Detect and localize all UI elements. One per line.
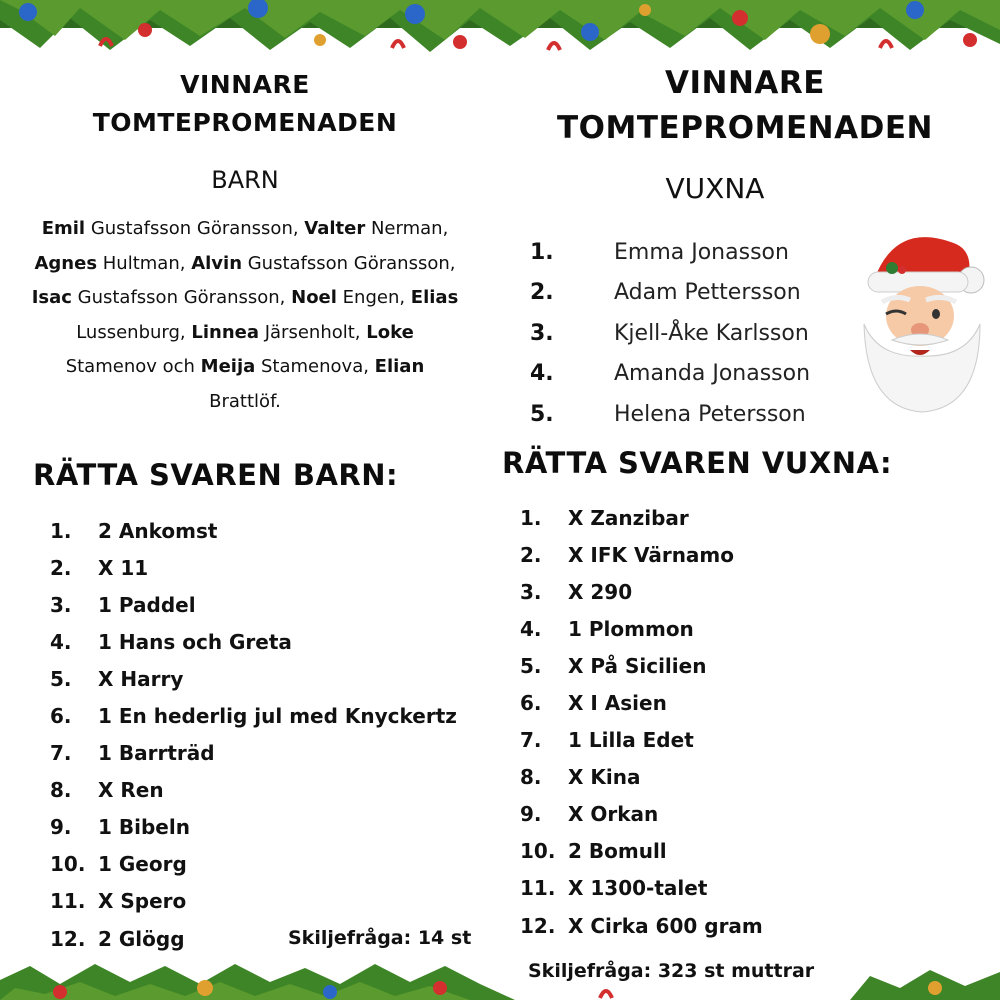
winner-name: Helena Petersson bbox=[614, 401, 806, 427]
answer-number: 6. bbox=[520, 691, 542, 716]
answer-row bbox=[520, 833, 763, 870]
winner-text: Nerman, bbox=[365, 218, 449, 239]
winner-name: Emma Jonasson bbox=[614, 239, 789, 265]
answer-row bbox=[50, 623, 457, 660]
vuxna-winners-list bbox=[530, 232, 870, 435]
answer-row bbox=[50, 772, 457, 809]
answer-row bbox=[520, 870, 763, 907]
answer-number: 4. bbox=[50, 629, 72, 654]
answer-number: 6. bbox=[50, 704, 72, 729]
winner-text: Hultman, bbox=[97, 252, 192, 274]
winner-name: Kjell-Åke Karlsson bbox=[614, 320, 809, 346]
subtitle-barn: BARN bbox=[211, 166, 279, 194]
winner-first-name: Valter bbox=[304, 218, 366, 239]
answer-number: 10. bbox=[50, 852, 86, 877]
answer-text: 1 Lilla Edet bbox=[568, 728, 694, 753]
winner-first-name: Linnea bbox=[191, 321, 259, 343]
answer-text: X Zanzibar bbox=[568, 505, 689, 530]
answer-row bbox=[50, 586, 457, 623]
winner-number: 2. bbox=[530, 280, 554, 306]
answer-number: 12. bbox=[520, 913, 556, 938]
santa-claus-icon bbox=[856, 228, 988, 414]
winners-line bbox=[10, 247, 480, 282]
winner-first-name: Isac bbox=[31, 287, 72, 308]
answer-text: X Spero bbox=[98, 889, 187, 914]
answer-text: X 1300-talet bbox=[568, 876, 708, 901]
title-line-1: VINNARE bbox=[180, 70, 310, 99]
winner-row bbox=[530, 354, 870, 395]
tiebreak-barn: Skiljefråga: 14 st bbox=[288, 927, 472, 949]
answer-text: X I Asien bbox=[568, 691, 667, 716]
answer-text: X Kina bbox=[568, 765, 641, 790]
answer-text: X Orkan bbox=[568, 802, 659, 827]
answer-text: 1 Georg bbox=[98, 852, 187, 877]
winner-first-name: Elian bbox=[374, 356, 425, 377]
winner-text: Gustafsson Göransson, bbox=[71, 287, 292, 308]
answers-heading-vuxna: RÄTTA SVAREN VUXNA: bbox=[502, 446, 893, 480]
winner-first-name: Noel bbox=[291, 287, 337, 308]
winners-line bbox=[10, 350, 480, 385]
answer-row bbox=[50, 549, 457, 586]
answer-row bbox=[520, 684, 763, 721]
winner-first-name: Meija bbox=[200, 356, 256, 377]
answer-row bbox=[520, 907, 763, 944]
winner-row bbox=[530, 273, 870, 314]
winners-line bbox=[10, 316, 480, 351]
title-line-2: TOMTEPROMENADEN bbox=[557, 110, 933, 146]
winner-first-name: Emil bbox=[41, 218, 86, 239]
answer-number: 8. bbox=[50, 778, 72, 803]
answer-row bbox=[50, 512, 457, 549]
answer-number: 1. bbox=[520, 505, 542, 530]
answer-text: X IFK Värnamo bbox=[568, 542, 735, 567]
winner-number: 4. bbox=[530, 361, 554, 387]
answer-number: 2. bbox=[50, 555, 72, 580]
answer-row bbox=[520, 536, 763, 573]
winner-text: Gustafsson Göransson, bbox=[85, 218, 305, 239]
answer-text: 1 Bibeln bbox=[98, 815, 190, 840]
answer-row bbox=[50, 660, 457, 697]
winner-first-name: Loke bbox=[366, 321, 414, 343]
winner-text: Stamenova, bbox=[255, 356, 375, 377]
winner-text: Gustafsson Göransson, bbox=[242, 252, 456, 274]
answer-row bbox=[50, 809, 457, 846]
answer-number: 9. bbox=[520, 802, 542, 827]
answer-number: 5. bbox=[50, 666, 72, 691]
winner-text: Brattlöf. bbox=[209, 390, 281, 412]
answer-text: 2 Ankomst bbox=[98, 518, 218, 543]
answer-row bbox=[520, 796, 763, 833]
winner-number: 5. bbox=[530, 401, 554, 427]
tiebreak-vuxna: Skiljefråga: 323 st muttrar bbox=[528, 960, 815, 982]
winner-name: Adam Pettersson bbox=[614, 280, 801, 306]
winner-first-name: Agnes bbox=[34, 252, 98, 274]
answer-number: 3. bbox=[50, 592, 72, 617]
answer-number: 7. bbox=[520, 728, 542, 753]
answer-number: 11. bbox=[520, 876, 556, 901]
answer-number: 9. bbox=[50, 815, 72, 840]
answer-row bbox=[520, 499, 763, 536]
answer-text: X Harry bbox=[98, 666, 184, 691]
answers-list-barn bbox=[50, 512, 457, 957]
answer-number: 7. bbox=[50, 741, 72, 766]
barn-winners-paragraph bbox=[10, 212, 480, 419]
winner-number: 3. bbox=[530, 320, 554, 346]
answers-heading-barn: RÄTTA SVAREN BARN: bbox=[33, 458, 399, 492]
winner-first-name: Elias bbox=[410, 287, 459, 308]
winner-name: Amanda Jonasson bbox=[614, 361, 811, 387]
winner-first-name: Alvin bbox=[191, 252, 243, 274]
answer-number: 12. bbox=[50, 926, 86, 951]
answer-row bbox=[520, 722, 763, 759]
answer-row bbox=[520, 610, 763, 647]
winner-row bbox=[530, 313, 870, 354]
answer-number: 3. bbox=[520, 579, 542, 604]
answer-row bbox=[50, 883, 457, 920]
subtitle-vuxna: VUXNA bbox=[665, 172, 765, 205]
bottom-christmas-garland bbox=[0, 958, 1000, 1000]
winners-title-barn bbox=[90, 70, 400, 146]
answer-text: X På Sicilien bbox=[568, 653, 707, 678]
title-line-2: TOMTEPROMENADEN bbox=[92, 108, 398, 137]
answer-row bbox=[520, 759, 763, 796]
answer-row bbox=[50, 735, 457, 772]
winners-line bbox=[10, 385, 480, 420]
winners-line bbox=[10, 281, 480, 316]
answer-text: 1 Plommon bbox=[568, 616, 694, 641]
answer-row bbox=[520, 573, 763, 610]
answer-number: 1. bbox=[50, 518, 72, 543]
answer-row bbox=[520, 647, 763, 684]
answer-text: X Ren bbox=[98, 778, 164, 803]
answer-number: 10. bbox=[520, 839, 556, 864]
winner-text: Lussenburg, bbox=[76, 321, 192, 343]
answer-text: 1 Paddel bbox=[98, 592, 196, 617]
answers-list-vuxna bbox=[520, 499, 763, 944]
answer-number: 2. bbox=[520, 542, 542, 567]
title-line-1: VINNARE bbox=[665, 65, 825, 101]
answer-text: X 11 bbox=[98, 555, 149, 580]
answer-text: X Cirka 600 gram bbox=[568, 913, 763, 938]
answer-text: 1 Hans och Greta bbox=[98, 629, 292, 654]
winner-text: Stamenov och bbox=[65, 356, 201, 377]
winner-text: Engen, bbox=[336, 287, 411, 308]
answer-number: 8. bbox=[520, 765, 542, 790]
winner-text: Järsenholt, bbox=[259, 321, 367, 343]
answer-number: 11. bbox=[50, 889, 86, 914]
answer-row bbox=[50, 697, 457, 734]
answer-row bbox=[50, 846, 457, 883]
answer-number: 4. bbox=[520, 616, 542, 641]
answer-text: 2 Glögg bbox=[98, 926, 185, 951]
answer-text: X 290 bbox=[568, 579, 633, 604]
winners-title-vuxna bbox=[545, 65, 945, 155]
winner-row bbox=[530, 394, 870, 435]
top-christmas-garland bbox=[0, 0, 1000, 60]
answer-text: 2 Bomull bbox=[568, 839, 667, 864]
winner-row bbox=[530, 232, 870, 273]
answer-text: 1 Barrträd bbox=[98, 741, 215, 766]
answer-text: 1 En hederlig jul med Knyckertz bbox=[98, 704, 457, 729]
winners-line bbox=[10, 212, 480, 247]
answer-number: 5. bbox=[520, 653, 542, 678]
winner-number: 1. bbox=[530, 239, 554, 265]
